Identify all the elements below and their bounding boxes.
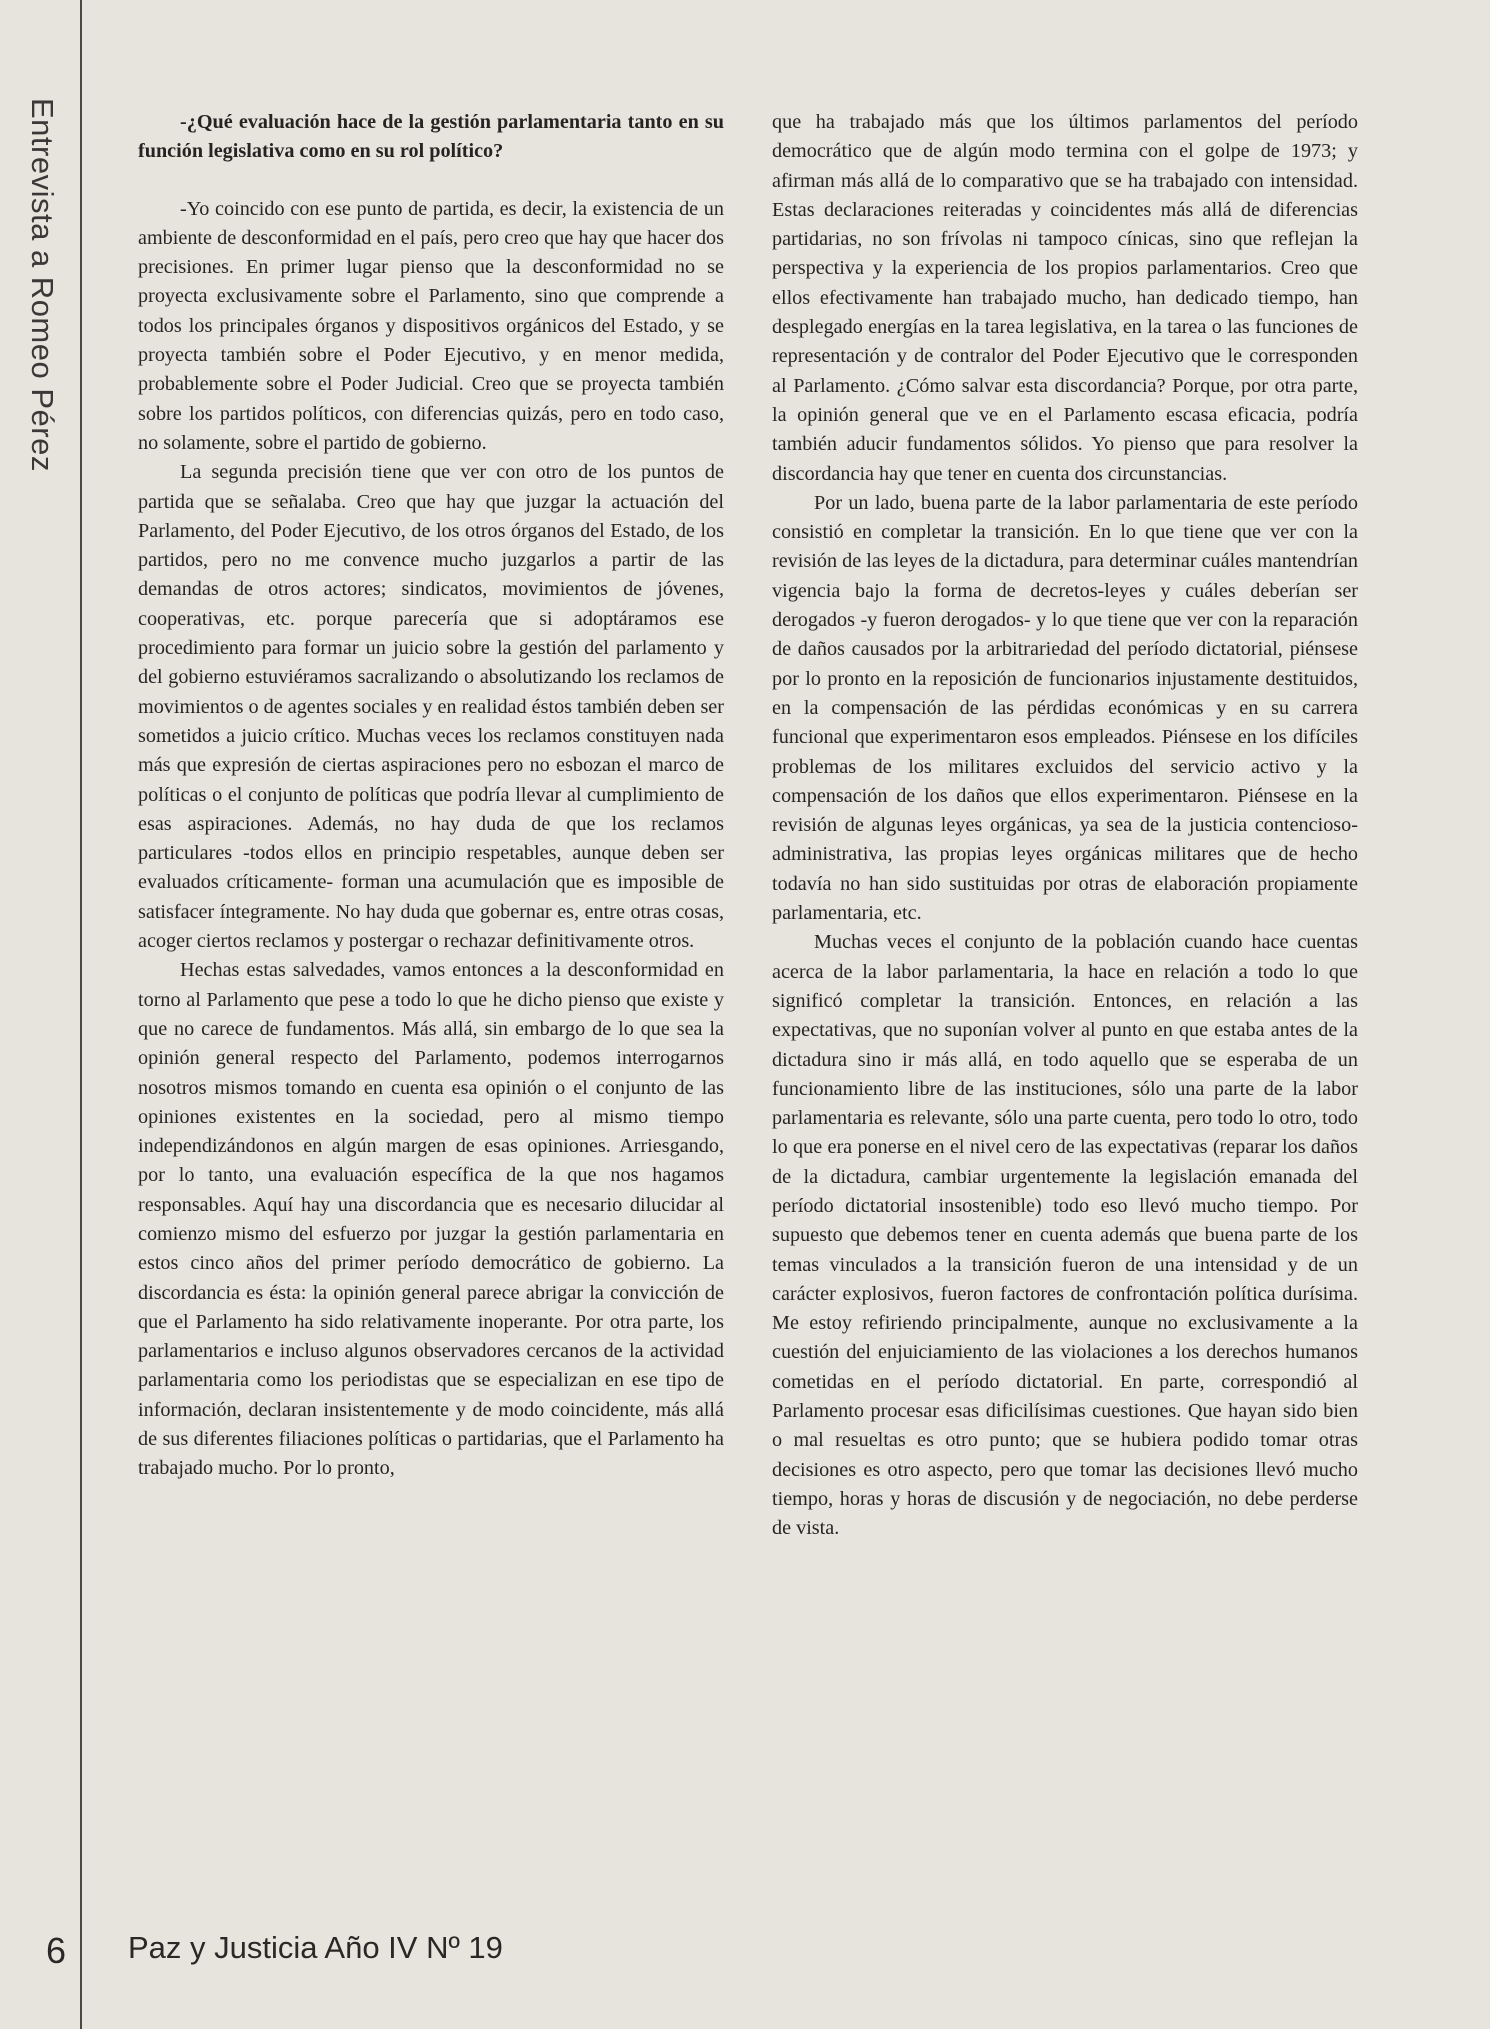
right-column xyxy=(772,108,1358,1544)
publication-footer: Paz y Justicia Año IV Nº 19 xyxy=(128,1930,503,1965)
interview-question: -¿Qué evaluación hace de la gestión parlamentaria tanto en su función legislativa como en su rol político? xyxy=(138,111,724,163)
left-column xyxy=(138,108,724,1484)
answer-paragraph-4: que ha trabajado más que los últimos parlamentos del período democrático que de algún modo termina con el golpe de 1973; y afirman más allá de lo comparativo que se ha trabajado con intensidad. Estas declaraciones reiteradas y coincidentes más allá de diferencias partidarias, no son frívolas ni tampoco cínicas, sino que reflejan la perspectiva y la experiencia de los propios parlamentarios. Creo que ellos efectivamente han trabajado mucho, han dedicado tiempo, han desplegado energías en la tarea legislativa, en la tarea o las funciones de representación y de contralor del Poder Ejecutivo que le corresponden al Parlamento. ¿Cómo salvar esta discordancia? Porque, por otra parte, la opinión general que ve en el Parlamento escasa eficacia, podría también aducir fundamentos sólidos. Yo pienso que para resolver la discordancia hay que tener en cuenta dos circunstancias. xyxy=(772,111,1358,485)
answer-paragraph-3: Hechas estas salvedades, vamos entonces a la desconformidad en torno al Parlamento que pese a todo lo que he dicho pienso que existe y que no carece de fundamentos. Más allá, sin embargo de lo que sea la opinión general respecto del Parlamento, podemos interrogarnos nosotros mismos tomando en cuenta esa opinión o el conjunto de las opiniones existentes en la sociedad, pero al mismo tiempo independizándonos en algún margen de esas opiniones. Arriesgando, por lo tanto, una evaluación específica de la que nos hagamos responsables. Aquí hay una discordancia que es necesario dilucidar al comienzo mismo del esfuerzo por juzgar la gestión parlamentaria en estos cinco años del primer período democrático de gobierno. La discordancia es ésta: la opinión general parece abrigar la convicción de que el Parlamento ha sido relativamente inoperante. Por otra parte, los parlamentarios e incluso algunos observadores cercanos de la actividad parlamentaria como los periodistas que se especializan en ese tipo de información, declaran insistentemente y de modo coincidente, más allá de sus diferentes filiaciones políticas o partidarias, que el Parlamento ha trabajado mucho. Por lo pronto, xyxy=(138,959,724,1480)
margin-rule xyxy=(80,0,82,2029)
answer-paragraph-6: Muchas veces el conjunto de la población cuando hace cuentas acerca de la labor parlamentaria, la hace en relación a todo lo que significó completar la transición. Entonces, en relación a las expectativas, que no suponían volver al punto en que estaba antes de la dictadura sino ir más allá, en todo aquello que se esperaba de un funcionamiento libre de las instituciones, sólo una parte de la labor parlamentaria es relevante, sólo una parte cuenta, pero todo lo otro, todo lo que era ponerse en el nivel cero de las expectativas (reparar los daños de la dictadura, cambiar urgentemente la legislación emanada del período dictatorial insostenible) todo eso llevó mucho tiempo. Por supuesto que debemos tener en cuenta además que buena parte de los temas vinculados a la transición fueron de una intensidad y de un carácter explosivos, fueron factores de confrontación política durísima. Me estoy refiriendo principalmente, aunque no exclusivamente a la cuestión del enjuiciamiento de las violaciones a los derechos humanos cometidas en el período dictatorial. En parte, correspondió al Parlamento procesar esas dificilísimas cuestiones. Que hayan sido bien o mal resueltas es otro punto; que se hubiera podido tomar otras decisiones es otro aspecto, pero que tomar las decisiones llevó mucho tiempo, horas y horas de discusión y de negociación, no debe perderse de vista. xyxy=(772,931,1358,1540)
answer-paragraph-5: Por un lado, buena parte de la labor parlamentaria de este período consistió en completar la transición. En lo que tiene que ver con la revisión de las leyes de la dictadura, para determinar cuáles mantendrían vigencia bajo la forma de decretos-leyes y cuáles deberían ser derogados -y fueron derogados- y lo que tiene que ver con la reparación de daños causados por la arbitrariedad del período dictatorial, piénsese por lo pronto en la reposición de funcionarios injustamente destituidos, en la compensación de las pérdidas económicas y en su carrera funcional que experimentaron esos empleados. Piénsese en los difíciles problemas de los militares excluidos del servicio activo y la compensación de los daños que ellos experimentaron. Piénsese en la revisión de algunas leyes orgánicas, ya sea de la justicia contencioso-administrativa, las propias leyes orgánicas militares que de hecho todavía no han sido sustituidas por otras de elaboración propiamente parlamentaria, etc. xyxy=(772,491,1358,925)
answer-paragraph-2: La segunda precisión tiene que ver con otro de los puntos de partida que se señalaba. Creo que hay que juzgar la actuación del Parlamento, del Poder Ejecutivo, de los otros órganos del Estado, de los partidos, pero no me convence mucho juzgarlos a partir de las demandas de otros actores; sindicatos, movimientos de jóvenes, cooperativas, etc. porque parecería que si adoptáramos ese procedimiento para formar un juicio sobre la gestión del parlamento y del gobierno estuviéramos sacralizando o absolutizando los reclamos de movimientos o de agentes sociales y en realidad éstos también deben ser sometidos a juicio crítico. Muchas veces los reclamos constituyen nada más que expresión de ciertas aspiraciones pero no esbozan el marco de políticas o el conjunto de políticas que podría llevar al cumplimiento de esas aspiraciones. Además, no hay duda de que los reclamos particulares -todos ellos en principio respetables, aunque deben ser evaluados críticamente- forman una acumulación que es imposible de satisfacer íntegramente. No hay duda que gobernar es, entre otras cosas, acoger ciertos reclamos y postergar o rechazar definitivamente otros. xyxy=(138,461,724,953)
page-number: 6 xyxy=(46,1930,67,1971)
answer-paragraph-1: -Yo coincido con ese punto de partida, es decir, la existencia de un ambiente de desconformidad en el país, pero creo que hay que hacer dos precisiones. En primer lugar pienso que la desconformidad no se proyecta exclusivamente sobre el Parlamento, sino que comprende a todos los principales órganos y dispositivos orgánicos del Estado, y se proyecta también sobre el Poder Ejecutivo, y en menor medida, probablemente sobre el Poder Judicial. Creo que se proyecta también sobre los partidos políticos, con diferencias quizás, pero en todo caso, no solamente, sobre el partido de gobierno. xyxy=(138,197,724,454)
section-title: Entrevista a Romeo Pérez xyxy=(25,98,60,472)
